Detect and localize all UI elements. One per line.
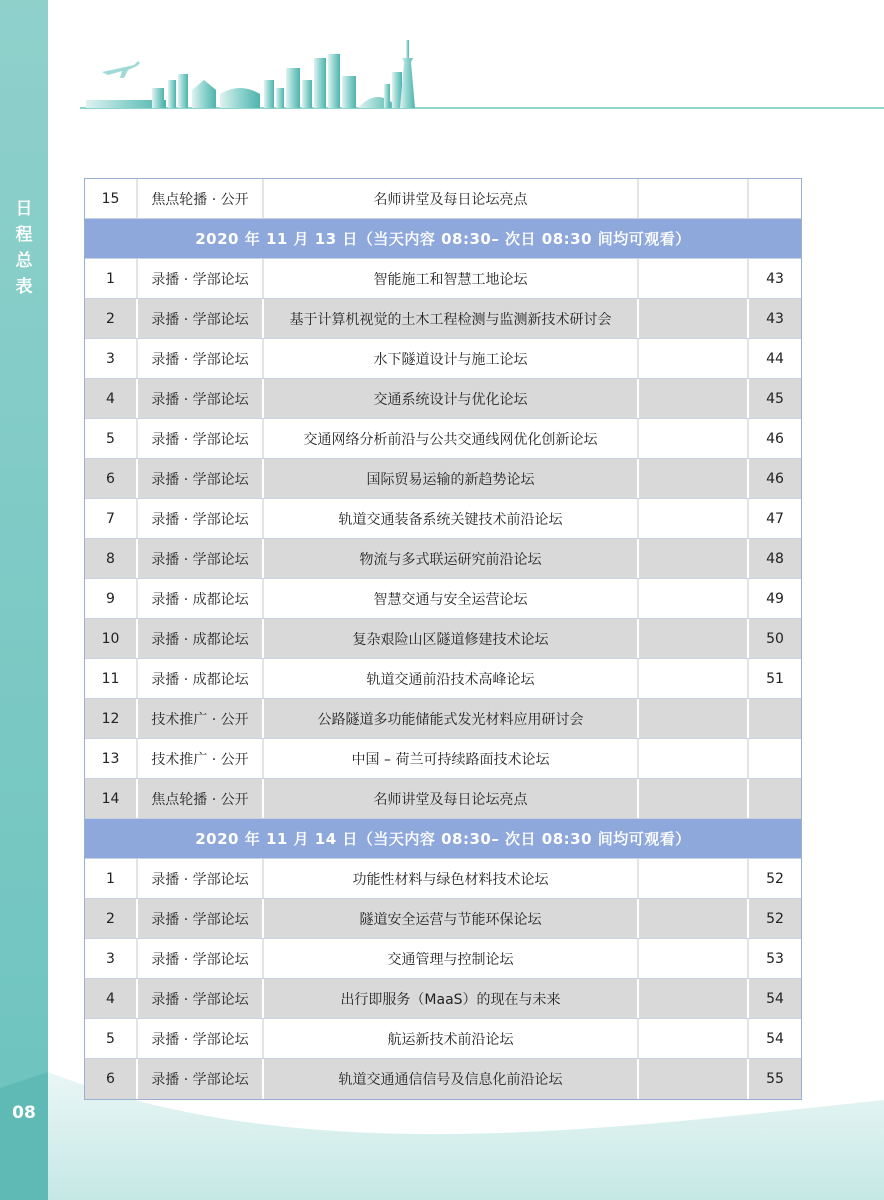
row-blank: [639, 179, 749, 218]
table-row: [85, 779, 801, 819]
date-banner: 2020 年 11 月 14 日（当天内容 08:30– 次日 08:30 间均可观看）: [85, 819, 801, 859]
table-row: [85, 699, 801, 739]
row-blank: [639, 739, 749, 778]
row-blank: [639, 1019, 749, 1058]
table-row: [85, 659, 801, 699]
table-row: [85, 739, 801, 779]
row-page: 52: [766, 910, 784, 927]
row-number: 8: [85, 539, 138, 578]
row-page: 55: [766, 1071, 784, 1087]
row-title: 交通网络分析前沿与公共交通线网优化创新论坛: [264, 419, 639, 458]
page-number: 08: [12, 1103, 36, 1123]
table-row: [85, 459, 801, 499]
row-title: 交通系统设计与优化论坛: [264, 379, 639, 418]
table-row: [85, 259, 801, 299]
sidebar-title-char: 总: [15, 251, 33, 271]
table-row: [85, 979, 801, 1019]
row-type: 录播 · 学部论坛: [138, 979, 264, 1018]
row-number: 3: [85, 939, 138, 978]
table-row: [85, 299, 801, 339]
row-blank: [639, 899, 749, 938]
sidebar-title-char: 日: [15, 199, 33, 219]
row-page: 48: [766, 550, 784, 567]
row-title: 功能性材料与绿色材料技术论坛: [264, 859, 639, 898]
row-title: 出行即服务（MaaS）的现在与未来: [264, 979, 639, 1018]
row-number: 15: [85, 179, 138, 218]
row-number: 3: [85, 339, 138, 378]
row-type: 录播 · 学部论坛: [138, 259, 264, 298]
date-banner: 2020 年 11 月 13 日（当天内容 08:30– 次日 08:30 间均可观看）: [85, 219, 801, 259]
row-blank: [639, 419, 749, 458]
row-page: [749, 179, 801, 218]
row-type: 录播 · 学部论坛: [138, 339, 264, 378]
row-number: 12: [85, 699, 138, 738]
row-title: 智慧交通与安全运营论坛: [264, 579, 639, 618]
row-title: 轨道交通装备系统关键技术前沿论坛: [264, 499, 639, 538]
row-page: 46: [766, 470, 784, 487]
row-type: 录播 · 学部论坛: [138, 499, 264, 538]
row-blank: [639, 459, 749, 498]
row-number: 13: [85, 739, 138, 778]
row-number: 1: [85, 859, 138, 898]
row-page: 43: [766, 310, 784, 327]
row-title: 轨道交通通信信号及信息化前沿论坛: [264, 1059, 639, 1099]
row-number: 6: [85, 459, 138, 498]
row-type: 录播 · 学部论坛: [138, 419, 264, 458]
row-title: 名师讲堂及每日论坛亮点: [264, 779, 639, 818]
row-number: 9: [85, 579, 138, 618]
row-title: 物流与多式联运研究前沿论坛: [264, 539, 639, 578]
row-blank: [639, 979, 749, 1018]
row-title: 中国 – 荷兰可持续路面技术论坛: [264, 739, 639, 778]
row-number: 5: [85, 1019, 138, 1058]
row-blank: [639, 259, 749, 298]
row-page: 50: [766, 630, 784, 647]
row-page: 49: [766, 590, 784, 607]
row-blank: [639, 939, 749, 978]
row-page: [749, 779, 801, 818]
row-page: 52: [766, 870, 784, 887]
row-page: 54: [766, 990, 784, 1007]
row-type: 技术推广 · 公开: [138, 699, 264, 738]
row-title: 国际贸易运输的新趋势论坛: [264, 459, 639, 498]
row-title: 水下隧道设计与施工论坛: [264, 339, 639, 378]
table-row: [85, 339, 801, 379]
row-number: 2: [85, 299, 138, 338]
row-type: 录播 · 成都论坛: [138, 659, 264, 698]
row-title: 公路隧道多功能储能式发光材料应用研讨会: [264, 699, 639, 738]
row-type: 焦点轮播 · 公开: [138, 179, 264, 218]
row-title: 基于计算机视觉的土木工程检测与监测新技术研讨会: [264, 299, 639, 338]
table-row: [85, 379, 801, 419]
table-row: [85, 579, 801, 619]
row-type: 录播 · 学部论坛: [138, 1059, 264, 1099]
row-title: 隧道安全运营与节能环保论坛: [264, 899, 639, 938]
row-number: 5: [85, 419, 138, 458]
row-type: 录播 · 学部论坛: [138, 1019, 264, 1058]
row-page: 44: [766, 350, 784, 367]
row-blank: [639, 619, 749, 658]
row-title: 轨道交通前沿技术高峰论坛: [264, 659, 639, 698]
row-title: 复杂艰险山区隧道修建技术论坛: [264, 619, 639, 658]
row-page: 54: [766, 1030, 784, 1047]
row-type: 录播 · 成都论坛: [138, 619, 264, 658]
row-page: 47: [766, 510, 784, 527]
table-row: [85, 179, 801, 219]
sidebar: [0, 0, 48, 1200]
row-blank: [639, 299, 749, 338]
schedule-table: [84, 178, 802, 1100]
row-blank: [639, 779, 749, 818]
row-number: 4: [85, 979, 138, 1018]
row-type: 录播 · 学部论坛: [138, 539, 264, 578]
row-type: 焦点轮播 · 公开: [138, 779, 264, 818]
row-page: 43: [766, 270, 784, 287]
table-row: [85, 499, 801, 539]
row-number: 2: [85, 899, 138, 938]
row-blank: [639, 659, 749, 698]
row-number: 7: [85, 499, 138, 538]
row-title: 名师讲堂及每日论坛亮点: [264, 179, 639, 218]
row-blank: [639, 339, 749, 378]
row-title: 交通管理与控制论坛: [264, 939, 639, 978]
row-blank: [639, 579, 749, 618]
row-type: 录播 · 学部论坛: [138, 899, 264, 938]
city-skyline-icon: [80, 28, 884, 118]
row-type: 技术推广 · 公开: [138, 739, 264, 778]
row-page: [749, 699, 801, 738]
row-page: 46: [766, 430, 784, 447]
row-number: 6: [85, 1059, 138, 1099]
row-type: 录播 · 学部论坛: [138, 939, 264, 978]
row-blank: [639, 699, 749, 738]
row-number: 14: [85, 779, 138, 818]
row-blank: [639, 379, 749, 418]
table-row: [85, 539, 801, 579]
table-row: [85, 939, 801, 979]
row-blank: [639, 499, 749, 538]
row-page: 53: [766, 950, 784, 967]
row-blank: [639, 1059, 749, 1099]
row-type: 录播 · 学部论坛: [138, 379, 264, 418]
row-type: 录播 · 学部论坛: [138, 859, 264, 898]
table-row: [85, 1059, 801, 1099]
table-row: [85, 859, 801, 899]
sidebar-title-char: 程: [15, 225, 33, 245]
row-number: 4: [85, 379, 138, 418]
row-page: 51: [766, 670, 784, 687]
sidebar-title: [0, 196, 48, 300]
row-number: 10: [85, 619, 138, 658]
table-row: [85, 1019, 801, 1059]
row-type: 录播 · 学部论坛: [138, 299, 264, 338]
row-type: 录播 · 学部论坛: [138, 459, 264, 498]
row-number: 1: [85, 259, 138, 298]
row-page: [749, 739, 801, 778]
table-row: [85, 899, 801, 939]
table-row: [85, 419, 801, 459]
row-title: 智能施工和智慧工地论坛: [264, 259, 639, 298]
row-blank: [639, 539, 749, 578]
row-blank: [639, 859, 749, 898]
table-row: [85, 619, 801, 659]
row-type: 录播 · 成都论坛: [138, 579, 264, 618]
sidebar-title-char: 表: [15, 277, 33, 297]
row-title: 航运新技术前沿论坛: [264, 1019, 639, 1058]
row-number: 11: [85, 659, 138, 698]
row-page: 45: [766, 390, 784, 407]
